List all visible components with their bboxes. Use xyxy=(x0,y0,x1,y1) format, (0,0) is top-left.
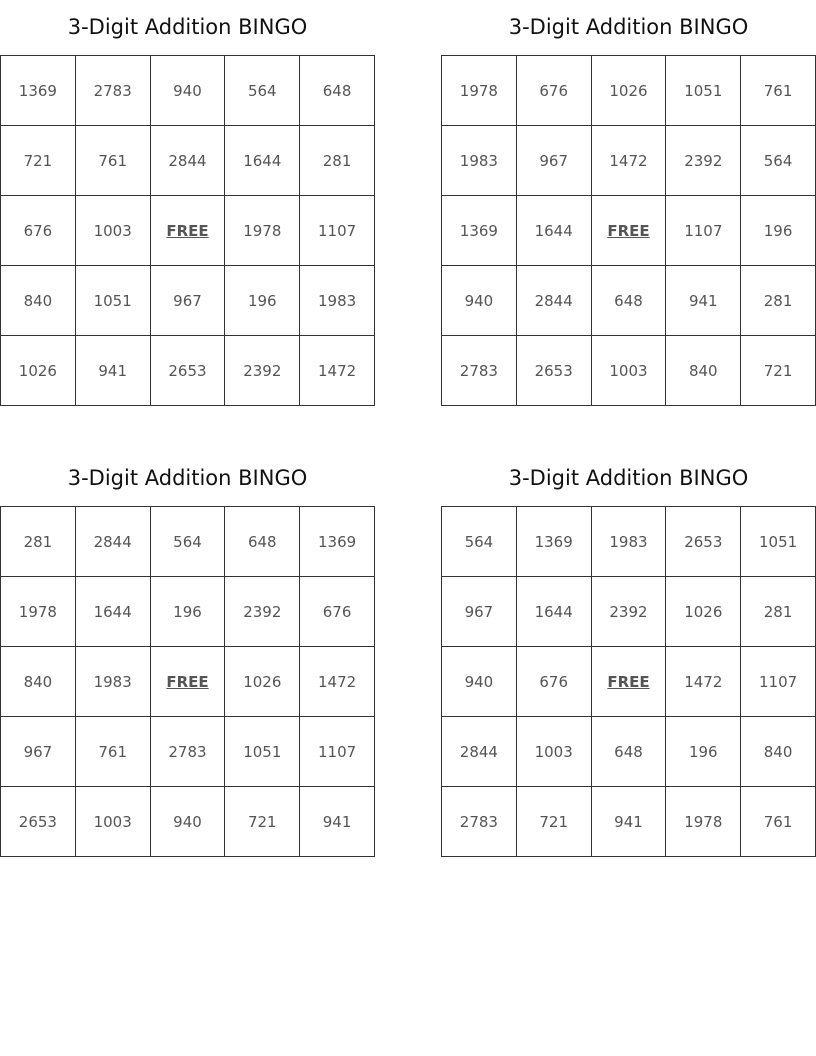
grid-cell: 281 xyxy=(741,266,816,336)
free-space: FREE xyxy=(591,196,666,266)
grid-cell: 1983 xyxy=(300,266,375,336)
grid-cell: 967 xyxy=(516,126,591,196)
grid-cell: 1003 xyxy=(75,196,150,266)
grid-cell: 648 xyxy=(225,507,300,577)
grid-cell: 1051 xyxy=(225,717,300,787)
bingo-grid xyxy=(0,506,375,857)
grid-cell: 1472 xyxy=(300,336,375,406)
grid-cell: 1978 xyxy=(1,577,76,647)
grid-row xyxy=(1,507,375,577)
grid-cell: 676 xyxy=(1,196,76,266)
grid-row xyxy=(442,56,816,126)
grid-cell: 564 xyxy=(150,507,225,577)
grid-row xyxy=(442,717,816,787)
card-title: 3-Digit Addition BINGO xyxy=(508,15,749,39)
bingo-card-1 xyxy=(0,0,375,406)
grid-cell: 840 xyxy=(1,266,76,336)
grid-cell: 196 xyxy=(666,717,741,787)
grid-cell: 941 xyxy=(666,266,741,336)
grid-cell: 1369 xyxy=(1,56,76,126)
grid-cell: 281 xyxy=(1,507,76,577)
grid-cell: 1369 xyxy=(300,507,375,577)
grid-cell: 564 xyxy=(225,56,300,126)
grid-cell: 564 xyxy=(442,507,517,577)
grid-cell: 1051 xyxy=(75,266,150,336)
grid-cell: 648 xyxy=(300,56,375,126)
grid-cell: 2844 xyxy=(516,266,591,336)
grid-cell: 1369 xyxy=(516,507,591,577)
grid-cell: 281 xyxy=(741,577,816,647)
card-title: 3-Digit Addition BINGO xyxy=(67,466,308,490)
grid-cell: 2844 xyxy=(442,717,517,787)
card-title: 3-Digit Addition BINGO xyxy=(508,466,749,490)
grid-row xyxy=(442,787,816,857)
grid-row xyxy=(442,577,816,647)
grid-row xyxy=(442,647,816,717)
grid-cell: 676 xyxy=(516,56,591,126)
grid-cell: 1026 xyxy=(666,577,741,647)
grid-cell: 281 xyxy=(300,126,375,196)
grid-cell: 1983 xyxy=(442,126,517,196)
grid-cell: 564 xyxy=(741,126,816,196)
grid-cell: 761 xyxy=(75,126,150,196)
grid-row xyxy=(1,577,375,647)
grid-cell: 721 xyxy=(1,126,76,196)
grid-cell: 2783 xyxy=(150,717,225,787)
grid-cell: 1978 xyxy=(666,787,741,857)
grid-row xyxy=(1,787,375,857)
bingo-grid xyxy=(441,506,816,857)
grid-cell: 1978 xyxy=(225,196,300,266)
grid-row xyxy=(1,196,375,266)
grid-row xyxy=(442,266,816,336)
grid-cell: 1644 xyxy=(75,577,150,647)
grid-cell: 940 xyxy=(150,787,225,857)
grid-row xyxy=(1,126,375,196)
card-title: 3-Digit Addition BINGO xyxy=(67,15,308,39)
grid-cell: 2392 xyxy=(225,577,300,647)
grid-cell: 1051 xyxy=(741,507,816,577)
grid-cell: 1472 xyxy=(300,647,375,717)
grid-cell: 1107 xyxy=(300,196,375,266)
grid-cell: 196 xyxy=(150,577,225,647)
bingo-card-4 xyxy=(441,451,816,857)
grid-cell: 967 xyxy=(150,266,225,336)
grid-row xyxy=(442,336,816,406)
grid-cell: 1003 xyxy=(75,787,150,857)
grid-cell: 1003 xyxy=(516,717,591,787)
grid-cell: 967 xyxy=(1,717,76,787)
grid-cell: 940 xyxy=(150,56,225,126)
grid-cell: 196 xyxy=(741,196,816,266)
grid-cell: 761 xyxy=(741,787,816,857)
grid-row xyxy=(1,56,375,126)
grid-cell: 940 xyxy=(442,266,517,336)
grid-row xyxy=(442,196,816,266)
grid-cell: 2392 xyxy=(666,126,741,196)
grid-cell: 2653 xyxy=(1,787,76,857)
grid-cell: 721 xyxy=(516,787,591,857)
grid-cell: 1107 xyxy=(741,647,816,717)
grid-cell: 1983 xyxy=(591,507,666,577)
grid-cell: 1644 xyxy=(516,196,591,266)
grid-cell: 967 xyxy=(442,577,517,647)
grid-cell: 1026 xyxy=(591,56,666,126)
grid-cell: 761 xyxy=(75,717,150,787)
grid-row xyxy=(442,507,816,577)
free-space: FREE xyxy=(591,647,666,717)
grid-cell: 2653 xyxy=(150,336,225,406)
grid-row xyxy=(1,717,375,787)
bingo-grid xyxy=(0,55,375,406)
free-space: FREE xyxy=(150,647,225,717)
bingo-card-3 xyxy=(0,451,375,857)
grid-cell: 1051 xyxy=(666,56,741,126)
grid-cell: 648 xyxy=(591,717,666,787)
free-space: FREE xyxy=(150,196,225,266)
grid-cell: 941 xyxy=(300,787,375,857)
grid-cell: 1472 xyxy=(591,126,666,196)
grid-cell: 1472 xyxy=(666,647,741,717)
grid-cell: 761 xyxy=(741,56,816,126)
grid-cell: 840 xyxy=(1,647,76,717)
grid-cell: 676 xyxy=(300,577,375,647)
grid-row xyxy=(1,266,375,336)
grid-cell: 2392 xyxy=(225,336,300,406)
grid-cell: 1026 xyxy=(225,647,300,717)
grid-cell: 1644 xyxy=(225,126,300,196)
grid-cell: 1107 xyxy=(666,196,741,266)
grid-cell: 648 xyxy=(591,266,666,336)
grid-cell: 1003 xyxy=(591,336,666,406)
grid-cell: 1107 xyxy=(300,717,375,787)
grid-cell: 2783 xyxy=(442,336,517,406)
grid-cell: 2653 xyxy=(516,336,591,406)
grid-cell: 676 xyxy=(516,647,591,717)
grid-cell: 196 xyxy=(225,266,300,336)
grid-cell: 721 xyxy=(225,787,300,857)
grid-cell: 2844 xyxy=(150,126,225,196)
grid-cell: 840 xyxy=(741,717,816,787)
grid-cell: 2783 xyxy=(442,787,517,857)
grid-cell: 940 xyxy=(442,647,517,717)
bingo-card-2 xyxy=(441,0,816,406)
grid-cell: 941 xyxy=(591,787,666,857)
grid-cell: 1369 xyxy=(442,196,517,266)
grid-cell: 1644 xyxy=(516,577,591,647)
grid-cell: 721 xyxy=(741,336,816,406)
grid-cell: 941 xyxy=(75,336,150,406)
grid-row xyxy=(442,126,816,196)
grid-cell: 2392 xyxy=(591,577,666,647)
grid-cell: 1978 xyxy=(442,56,517,126)
grid-row xyxy=(1,336,375,406)
grid-cell: 2783 xyxy=(75,56,150,126)
grid-cell: 840 xyxy=(666,336,741,406)
bingo-grid xyxy=(441,55,816,406)
grid-cell: 2653 xyxy=(666,507,741,577)
grid-cell: 2844 xyxy=(75,507,150,577)
grid-cell: 1983 xyxy=(75,647,150,717)
grid-row xyxy=(1,647,375,717)
grid-cell: 1026 xyxy=(1,336,76,406)
